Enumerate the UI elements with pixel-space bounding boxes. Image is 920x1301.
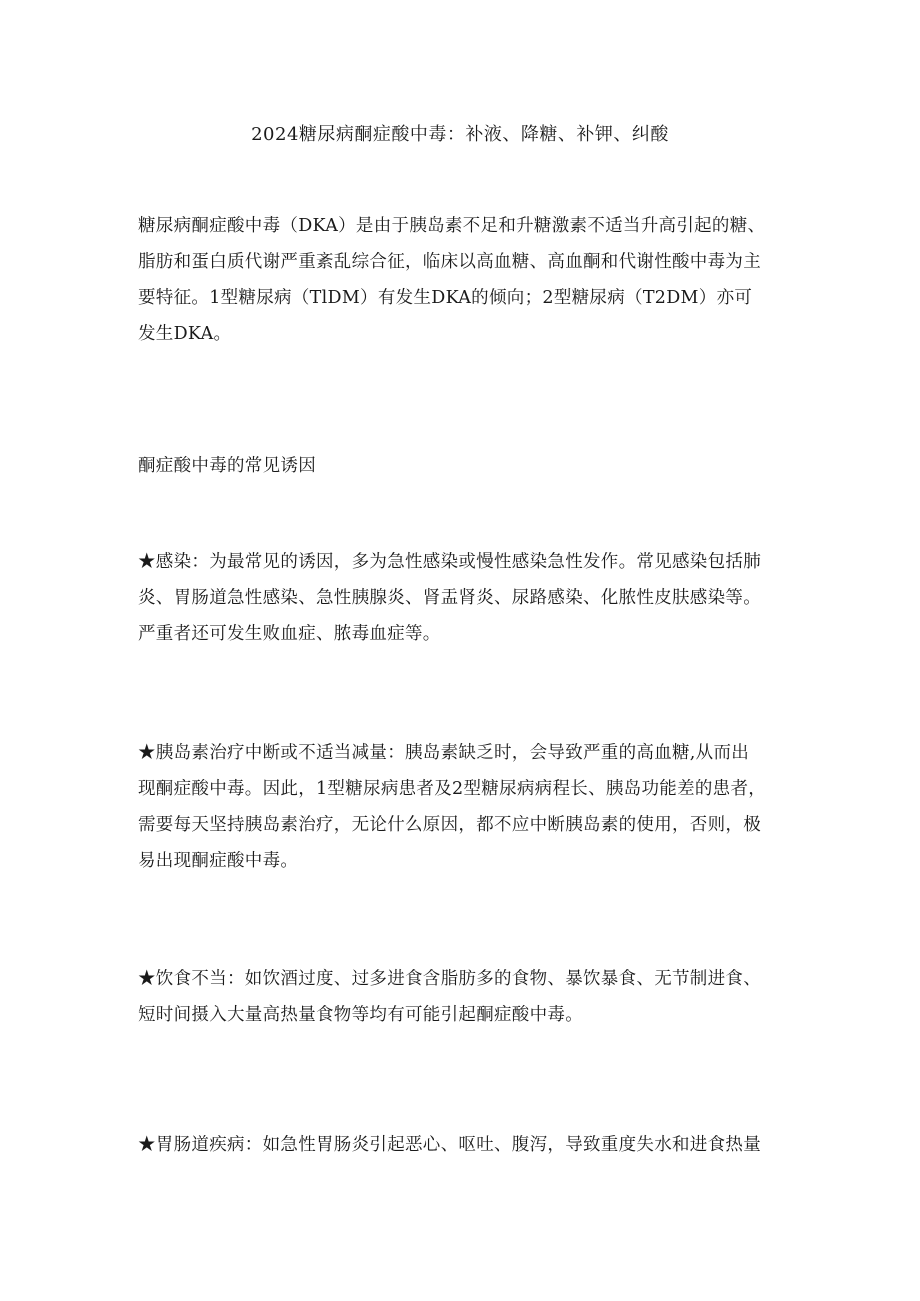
text-line: 现酮症酸中毒。因此，1型糖尿病患者及2型糖尿病病程长、胰岛功能差的患者， bbox=[138, 779, 767, 799]
text-line: 严重者还可发生败血症、脓毒血症等。 bbox=[138, 624, 441, 644]
text-line: ★感染：为最常见的诱因，多为急性感染或慢性感染急性发作。常见感染包括肺 bbox=[138, 552, 761, 572]
diet-paragraph bbox=[138, 961, 788, 1033]
heading-text: 酮症酸中毒的常见诱因 bbox=[138, 456, 316, 476]
text-line: ★胃肠道疾病：如急性胃肠炎引起恶心、呕吐、腹泻，导致重度失水和进食热量 bbox=[138, 1135, 761, 1155]
text-line: 要特征。1型糖尿病（TlDM）有发生DKA的倾向；2型糖尿病（T2DM）亦可 bbox=[138, 288, 753, 308]
text-line: ★饮食不当：如饮酒过度、过多进食含脂肪多的食物、暴饮暴食、无节制进食、 bbox=[138, 969, 761, 989]
text-line: ★胰岛素治疗中断或不适当减量：胰岛素缺乏时，会导致严重的高血糖,从而出 bbox=[138, 743, 750, 763]
gi-paragraph bbox=[138, 1127, 788, 1163]
text-line: 糖尿病酮症酸中毒（DKA）是由于胰岛素不足和升糖激素不适当升高引起的糖、 bbox=[138, 216, 766, 236]
text-line: 短时间摄入大量高热量食物等均有可能引起酮症酸中毒。 bbox=[138, 1005, 583, 1025]
text-line: 易出现酮症酸中毒。 bbox=[138, 851, 299, 871]
section-heading bbox=[138, 448, 788, 484]
text-line: 发生DKA。 bbox=[138, 324, 232, 344]
text-line: 炎、胃肠道急性感染、急性胰腺炎、肾盂肾炎、尿路感染、化脓性皮肤感染等。 bbox=[138, 588, 761, 608]
text-line: 脂肪和蛋白质代谢严重紊乱综合征，临床以高血糖、高血酮和代谢性酸中毒为主 bbox=[138, 252, 761, 272]
intro-paragraph bbox=[138, 208, 788, 352]
insulin-paragraph bbox=[138, 735, 788, 879]
infection-paragraph bbox=[138, 544, 788, 652]
text-line: 需要每天坚持胰岛素治疗，无论什么原因，都不应中断胰岛素的使用，否则，极 bbox=[138, 815, 761, 835]
document-title: 2024糖尿病酮症酸中毒：补液、降糖、补钾、纠酸 bbox=[251, 124, 669, 145]
